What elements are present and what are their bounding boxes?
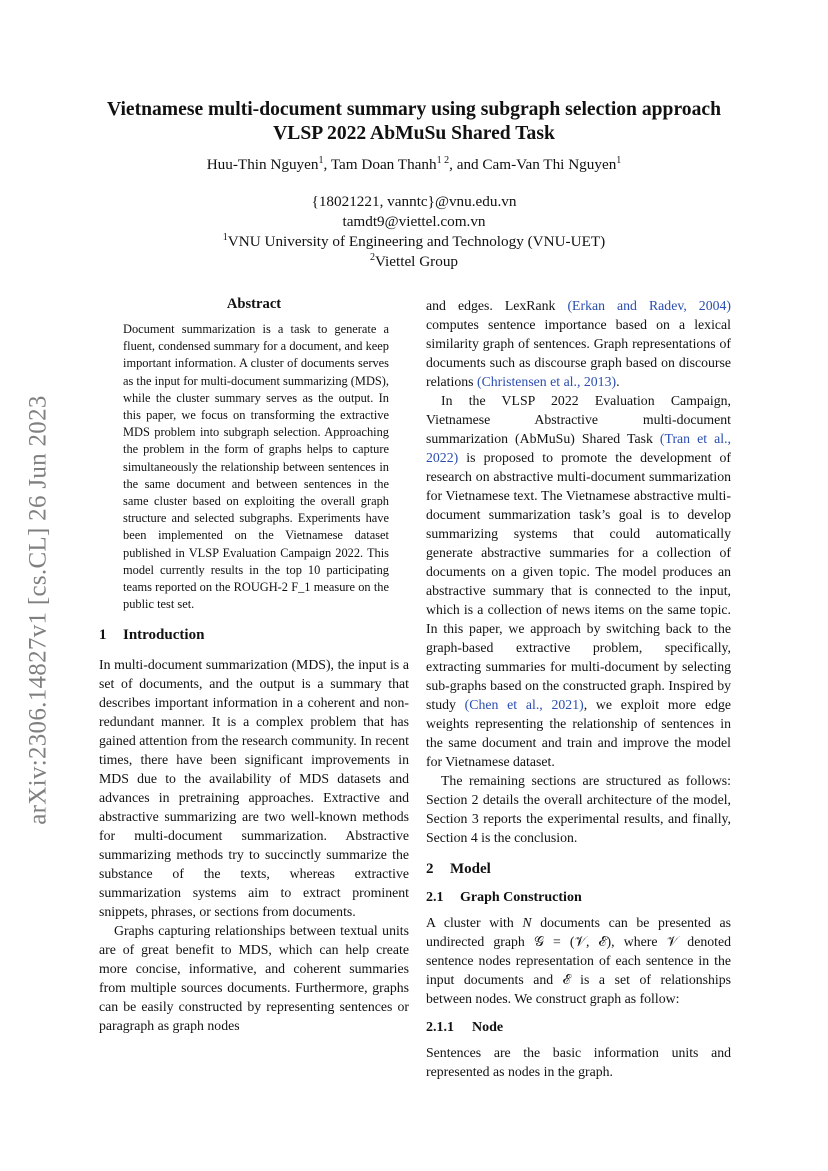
citation-link[interactable]: (Christensen et al., 2013) [476, 374, 617, 389]
author-2: Tam Doan Thanh [330, 156, 437, 173]
title-line-2: VLSP 2022 AbMuSu Shared Task [273, 123, 555, 144]
intro-paragraph-2: Graphs capturing relationships between textual units are of great benefit to MDS, which can help create more concise, informative, and coherent summaries from multiple sources documents. Furthermore, graphs can be easily constructed by representing sentences or paragraph as graph nodes [99, 923, 409, 1034]
right-column [426, 296, 731, 1081]
paper-title [70, 98, 758, 146]
intro-paragraph-1: In multi-document summarization (MDS), the input is a set of documents, and the output is a summary that describes important information in a coherent and non-redundant manner. It is a complex problem that has gained attention from the research community. In recent times, there have been significant improvements in MDS due to the availability of MDS datasets and advances in pretraining approaches. Extractive and abstractive summarizing are two well-known methods for multi-document summarization. Abstractive summarizing methods try to succinctly summarize the substance of the texts, whereas extractive summarization systems aim to extract prominent snippets, phrases, or sections from documents. [99, 657, 409, 920]
author-3: and Cam-Van Thi Nguyen [456, 156, 617, 173]
author-list: Huu-Thin Nguyen$^1$, Tam Doan Thanh$^{1 2}$, and Cam-Van Thi Nguyen$^1$ [206, 155, 622, 173]
intro-paragraph-5: The remaining sections are structured as follows: Section 2 details the overall architecture of the model, Section 3 reports the experimental results, and finally, Section 4 is the conclusion. [426, 773, 731, 845]
abstract-heading: Abstract [226, 296, 282, 312]
left-column [99, 296, 409, 1035]
citation-link[interactable]: (Chen et al., 2021) [464, 697, 584, 712]
author-1-affil: 1 [318, 155, 324, 166]
section-2-heading: 2 Model [426, 861, 491, 877]
model-paragraph-1: A cluster with N documents can be presented as undirected graph 𝒢 = (𝒱, ℰ), where 𝒱 denoted sentence nodes representation of each sentence in the input documents and ℰ is a set of relationships between nodes. We construct graph as follow: [426, 915, 732, 1006]
intro-paragraph-3: and edges. LexRank (Erkan and Radev, 2004) computes sentence importance based on a lexical similarity graph of sentences. Graph representations of documents such as discourse graph based on discourse relations (Christensen et al., 2013). [426, 298, 731, 389]
arxiv-id-text: arXiv:2306.14827v1 [cs.CL] 26 Jun 2023 [25, 395, 53, 825]
affiliation-1: $^1$VNU University of Engineering and Technology (VNU-UET) [222, 232, 606, 250]
email-line-2: tamdt9@viettel.com.vn [342, 213, 486, 230]
citation-link[interactable]: (Erkan and Radev, 2004) [567, 298, 731, 313]
author-3-affil: 1 [616, 155, 622, 166]
arxiv-identifier [22, 370, 56, 850]
subsection-2-1-1-heading: 2.1.1 Node [426, 1020, 504, 1035]
author-1: Huu-Thin Nguyen [206, 156, 319, 173]
citation-link[interactable]: (Tran et al., 2022) [426, 431, 731, 465]
subsection-2-1-heading: 2.1 Graph Construction [426, 890, 582, 905]
title-line-1: Vietnamese multi-document summary using subgraph selection approach [107, 99, 721, 120]
section-1-heading: 1 Introduction [99, 627, 205, 644]
abstract-text: Document summarization is a task to generate a fluent, condensed summary for a document, and keep important information. A cluster of documents serves as the input for multi-document summarizing (MDS), while the cluster summary serves as the output. In this paper, we focus on transforming the extractive MDS problem into subgraph selection. Approaching the problem in the form of graphs helps to capture simultaneously the relationship between sentences in the same document and between sentences in the same cluster based on exploiting the overall graph structure and selected subgraphs. Experiments have been implemented on the Vietnamese dataset published in VLSP Evaluation Campaign 2022. This model currently results in the top 10 participating teams reported on the ROUGH-2 F_1 measure on the public test set. [123, 322, 390, 612]
author-2-affil: 1 2 [436, 155, 450, 166]
intro-paragraph-4: In the VLSP 2022 Evaluation Campaign, Vietnamese Abstractive multi-document summarization (AbMuSu) Shared Task (Tran et al., 2022) is proposed to promote the development of research on abstractive multi-document summarization for Vietnamese text. The Vietnamese abstractive multi-document summarization task’s goal is to develop summarizing systems that could automatically generate abstractive summaries for a collection of documents on a given topic. The model produces an abstractive summary that is connected to the input, which is a collection of news items on the same topic. In this paper, we approach by switching back to the graph-based extractive problem, specifically, extracting summaries for multi-document by selecting sub-graphs based on the constructed graph. Inspired by study (Chen et al., 2021), we exploit more edge weights representing the relationship of sentences in the same document and train and improve the model for Vietnamese dataset. [426, 393, 731, 769]
model-paragraph-2: Sentences are the basic information units and represented as nodes in the graph. [426, 1045, 731, 1079]
affiliation-2: $^2$Viettel Group [369, 252, 459, 270]
affiliations [70, 192, 758, 272]
email-line-1: {18021221, vanntc}@vnu.edu.vn [311, 193, 517, 210]
